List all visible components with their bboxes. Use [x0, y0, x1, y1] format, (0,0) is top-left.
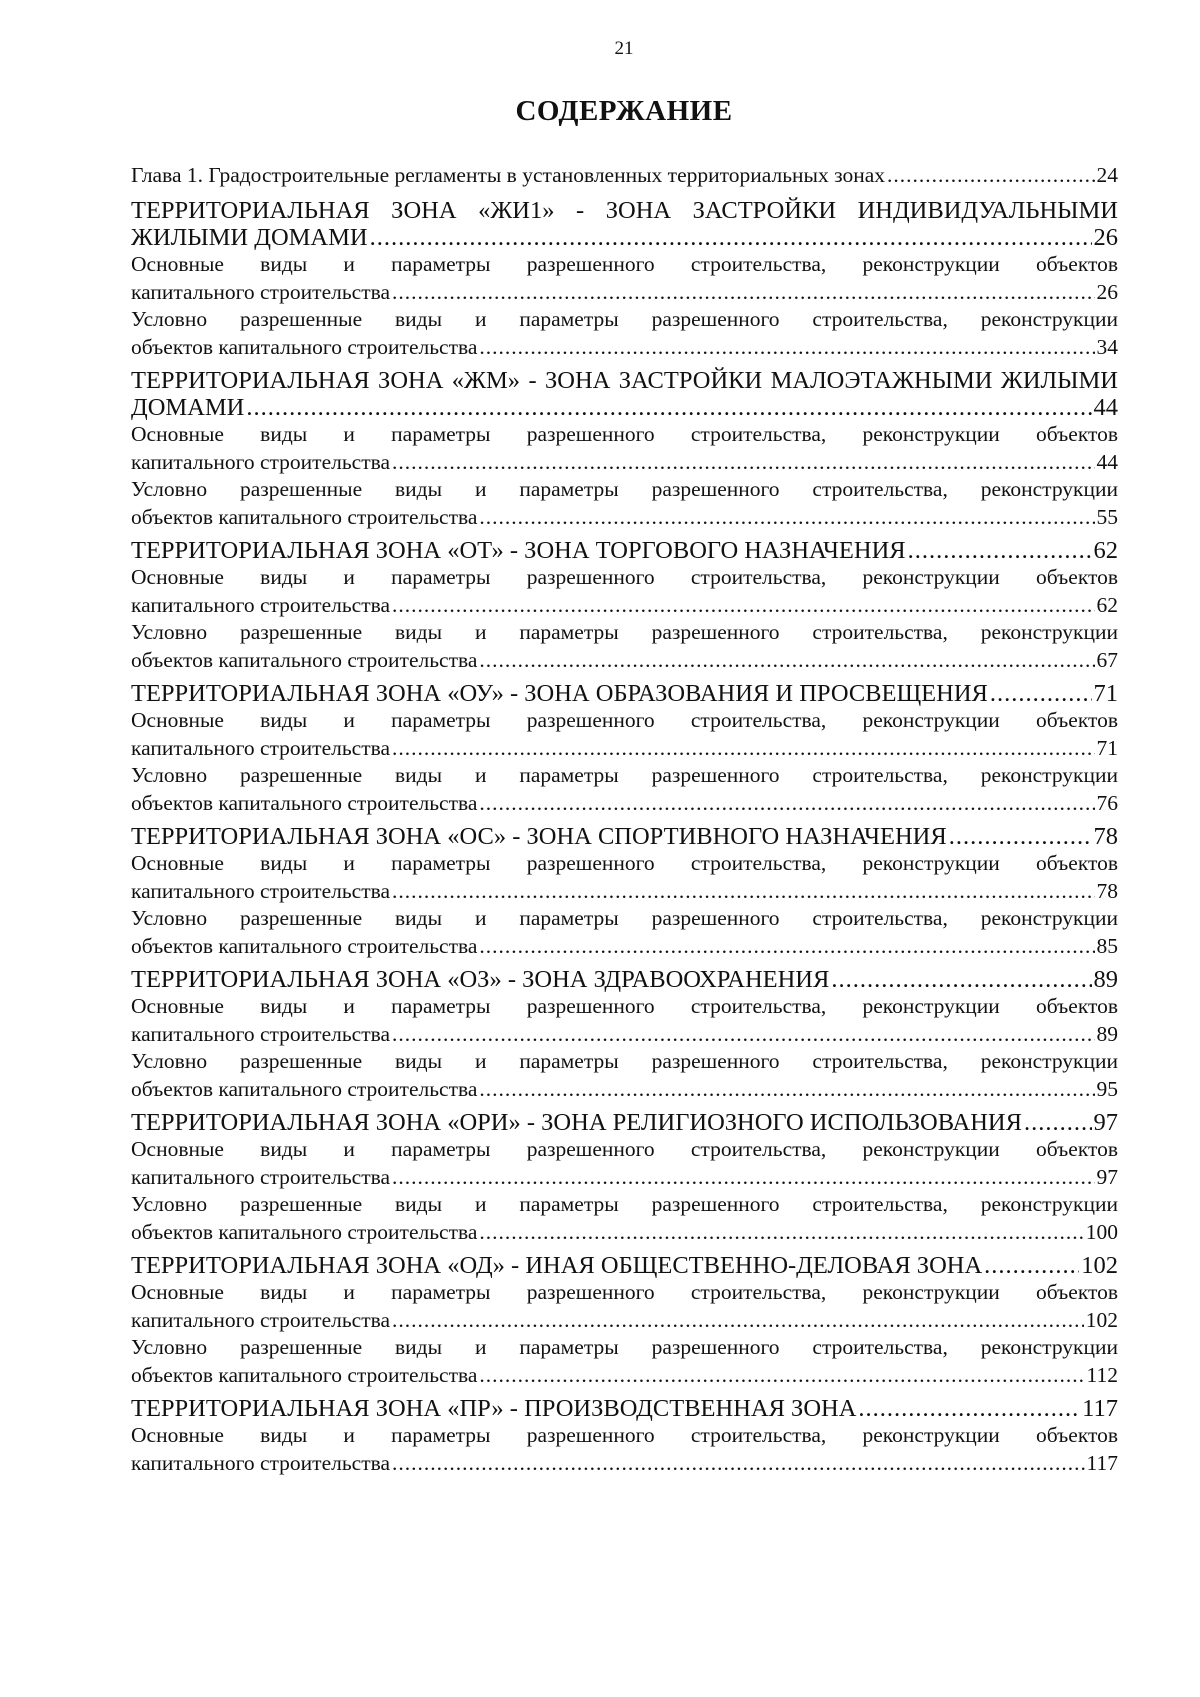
toc-zone-entry[interactable] — [131, 680, 1118, 707]
toc-entry-line: Условно разрешенные виды и параметры разрешенного строительства, реконструкции — [131, 763, 1118, 787]
toc-subsection-entry[interactable] — [131, 762, 1118, 817]
page-title: СОДЕРЖАНИЕ — [515, 95, 733, 127]
toc-zone-section — [131, 823, 1118, 960]
toc-entry-text: капитального строительства — [131, 1450, 391, 1475]
toc-entry-text: капитального строительства — [131, 735, 391, 760]
toc-entry-line: Условно разрешенные виды и параметры разрешенного строительства, реконструкции — [131, 477, 1118, 501]
toc-zone-entry[interactable] — [131, 197, 1118, 251]
dot-leader — [479, 933, 1094, 961]
toc-page-number: 67 — [1096, 647, 1118, 672]
toc-zone-entry[interactable] — [131, 537, 1118, 564]
toc-zone-entry[interactable] — [131, 367, 1118, 421]
toc-entry-text: капитального строительства — [131, 449, 391, 474]
toc-entry-text: объектов капитального строительства — [131, 504, 478, 529]
dot-leader — [984, 1252, 1079, 1279]
toc-zone-entry[interactable] — [131, 966, 1118, 993]
toc-subsection-entry[interactable] — [131, 306, 1118, 361]
dot-leader — [392, 735, 1094, 763]
page-number: 21 — [614, 38, 634, 59]
toc-page-number: 102 — [1081, 1252, 1118, 1279]
toc-entry-text: капитального строительства — [131, 878, 391, 903]
toc-page-number: 85 — [1096, 933, 1118, 958]
dot-leader — [949, 823, 1092, 850]
toc-subsection-entry[interactable] — [131, 993, 1118, 1048]
dot-leader — [887, 161, 1095, 189]
toc-entry-text: капитального строительства — [131, 1164, 391, 1189]
toc-page-number: 34 — [1096, 334, 1118, 359]
dot-leader — [479, 1076, 1094, 1104]
toc-entry-text: объектов капитального строительства — [131, 1076, 478, 1101]
toc-subsection-entry[interactable] — [131, 850, 1118, 905]
toc-page-number: 62 — [1093, 537, 1118, 564]
toc-entry-text: капитального строительства — [131, 1307, 391, 1332]
toc-subsection-entry[interactable] — [131, 1422, 1118, 1477]
toc-entry-line: Условно разрешенные виды и параметры разрешенного строительства, реконструкции — [131, 1192, 1118, 1216]
dot-leader — [479, 334, 1094, 362]
toc-entry-text: объектов капитального строительства — [131, 790, 478, 815]
toc-subsection-entry[interactable] — [131, 476, 1118, 531]
dot-leader — [479, 647, 1094, 675]
toc-page-number: 24 — [1096, 163, 1118, 187]
dot-leader — [908, 537, 1092, 564]
toc-entry-text: ТЕРРИТОРИАЛЬНАЯ ЗОНА «ОРИ» - ЗОНА РЕЛИГИОЗНОГО ИСПОЛЬЗОВАНИЯ — [131, 1109, 1022, 1136]
toc-entry-text: ТЕРРИТОРИАЛЬНАЯ ЗОНА «ПР» - ПРОИЗВОДСТВЕННАЯ ЗОНА — [131, 1395, 857, 1422]
toc-page-number: 55 — [1096, 504, 1118, 529]
toc-entry-text: объектов капитального строительства — [131, 933, 478, 958]
toc-page-number: 78 — [1093, 823, 1118, 850]
dot-leader — [246, 394, 1091, 421]
toc-entry-line: Условно разрешенные виды и параметры разрешенного строительства, реконструкции — [131, 906, 1118, 930]
dot-leader — [392, 279, 1094, 307]
toc-zone-entry[interactable] — [131, 1395, 1118, 1422]
toc-entry-line: Основные виды и параметры разрешенного строительства, реконструкции объектов — [131, 1280, 1118, 1304]
toc-subsection-entry[interactable] — [131, 905, 1118, 960]
toc-zone-section — [131, 1252, 1118, 1389]
toc-entry-text: объектов капитального строительства — [131, 647, 478, 672]
toc-zone-section — [131, 367, 1118, 531]
toc-zone-section — [131, 680, 1118, 817]
toc-subsection-entry[interactable] — [131, 1048, 1118, 1103]
dot-leader — [392, 1021, 1094, 1049]
toc-page-number: 71 — [1093, 680, 1118, 707]
toc-entry-line: Основные виды и параметры разрешенного строительства, реконструкции объектов — [131, 422, 1118, 446]
toc-zone-section — [131, 537, 1118, 674]
toc-entry-line: Основные виды и параметры разрешенного строительства, реконструкции объектов — [131, 851, 1118, 875]
toc-page-number: 97 — [1093, 1109, 1118, 1136]
toc-zone-entry[interactable] — [131, 1252, 1118, 1279]
toc-page-number: 76 — [1096, 790, 1118, 815]
toc-subsection-entry[interactable] — [131, 1136, 1118, 1191]
table-of-contents — [131, 161, 1118, 1483]
dot-leader — [479, 790, 1094, 818]
toc-entry-line: Условно разрешенные виды и параметры разрешенного строительства, реконструкции — [131, 620, 1118, 644]
toc-zone-section — [131, 1395, 1118, 1477]
toc-page-number: 71 — [1096, 735, 1118, 760]
toc-subsection-entry[interactable] — [131, 251, 1118, 306]
toc-page-number: 95 — [1096, 1076, 1118, 1101]
toc-subsection-entry[interactable] — [131, 564, 1118, 619]
toc-zone-section — [131, 966, 1118, 1103]
toc-zone-section — [131, 197, 1118, 361]
toc-subsection-entry[interactable] — [131, 1191, 1118, 1246]
dot-leader — [831, 966, 1091, 993]
toc-page-number: 117 — [1082, 1395, 1118, 1422]
toc-entry-line: Основные виды и параметры разрешенного строительства, реконструкции объектов — [131, 252, 1118, 276]
dot-leader — [479, 1219, 1083, 1247]
toc-chapter-entry[interactable] — [131, 161, 1118, 189]
dot-leader — [479, 504, 1094, 532]
toc-entry-line: Основные виды и параметры разрешенного строительства, реконструкции объектов — [131, 565, 1118, 589]
toc-entry-text: Глава 1. Градостроительные регламенты в установленных территориальных зонах — [131, 163, 885, 187]
dot-leader — [392, 1307, 1084, 1335]
toc-page-number: 26 — [1096, 279, 1118, 304]
toc-subsection-entry[interactable] — [131, 1279, 1118, 1334]
toc-entry-line: ТЕРРИТОРИАЛЬНАЯ ЗОНА «ЖИ1» - ЗОНА ЗАСТРОЙКИ ИНДИВИДУАЛЬНЫМИ — [131, 197, 1118, 224]
toc-page-number: 89 — [1093, 966, 1118, 993]
toc-entry-text: ТЕРРИТОРИАЛЬНАЯ ЗОНА «ОС» - ЗОНА СПОРТИВНОГО НАЗНАЧЕНИЯ — [131, 823, 947, 850]
toc-page-number: 89 — [1096, 1021, 1118, 1046]
toc-entry-text: объектов капитального строительства — [131, 334, 478, 359]
toc-page-number: 62 — [1096, 592, 1118, 617]
toc-entry-line: Основные виды и параметры разрешенного строительства, реконструкции объектов — [131, 1137, 1118, 1161]
toc-subsection-entry[interactable] — [131, 619, 1118, 674]
toc-page-number: 78 — [1096, 878, 1118, 903]
toc-entry-line: Условно разрешенные виды и параметры разрешенного строительства, реконструкции — [131, 1335, 1118, 1359]
toc-page-number: 44 — [1093, 394, 1118, 421]
toc-entry-text: капитального строительства — [131, 279, 391, 304]
dot-leader — [1024, 1109, 1092, 1136]
toc-subsection-entry[interactable] — [131, 421, 1118, 476]
dot-leader — [392, 1450, 1085, 1478]
toc-entry-text: ЖИЛЫМИ ДОМАМИ — [131, 224, 368, 251]
toc-zone-section — [131, 1109, 1118, 1246]
toc-page-number: 44 — [1096, 449, 1118, 474]
toc-entry-line: Основные виды и параметры разрешенного строительства, реконструкции объектов — [131, 994, 1118, 1018]
toc-subsection-entry[interactable] — [131, 1334, 1118, 1389]
toc-entry-text: капитального строительства — [131, 592, 391, 617]
toc-page-number: 102 — [1085, 1307, 1118, 1332]
toc-page-number: 112 — [1086, 1362, 1118, 1387]
toc-entry-text: объектов капитального строительства — [131, 1362, 478, 1387]
toc-entry-line: Основные виды и параметры разрешенного строительства, реконструкции объектов — [131, 1423, 1118, 1447]
toc-entry-line: Условно разрешенные виды и параметры разрешенного строительства, реконструкции — [131, 307, 1118, 331]
dot-leader — [858, 1395, 1080, 1422]
toc-entry-line: Условно разрешенные виды и параметры разрешенного строительства, реконструкции — [131, 1049, 1118, 1073]
dot-leader — [392, 1164, 1094, 1192]
toc-entry-line: Основные виды и параметры разрешенного строительства, реконструкции объектов — [131, 708, 1118, 732]
dot-leader — [479, 1362, 1084, 1390]
dot-leader — [392, 449, 1094, 477]
toc-entry-line: ТЕРРИТОРИАЛЬНАЯ ЗОНА «ЖМ» - ЗОНА ЗАСТРОЙКИ МАЛОЭТАЖНЫМИ ЖИЛЫМИ — [131, 367, 1118, 394]
toc-page-number: 100 — [1085, 1219, 1118, 1244]
toc-entry-text: ТЕРРИТОРИАЛЬНАЯ ЗОНА «ОЗ» - ЗОНА ЗДРАВООХРАНЕНИЯ — [131, 966, 830, 993]
toc-entry-text: ТЕРРИТОРИАЛЬНАЯ ЗОНА «ОУ» - ЗОНА ОБРАЗОВАНИЯ И ПРОСВЕЩЕНИЯ — [131, 680, 988, 707]
toc-entry-text: ТЕРРИТОРИАЛЬНАЯ ЗОНА «ОД» - ИНАЯ ОБЩЕСТВЕННО-ДЕЛОВАЯ ЗОНА — [131, 1252, 983, 1279]
toc-page-number: 26 — [1093, 224, 1118, 251]
toc-page-number: 97 — [1096, 1164, 1118, 1189]
toc-entry-text: капитального строительства — [131, 1021, 391, 1046]
toc-entry-text: ТЕРРИТОРИАЛЬНАЯ ЗОНА «ОТ» - ЗОНА ТОРГОВОГО НАЗНАЧЕНИЯ — [131, 537, 906, 564]
toc-entry-text: ДОМАМИ — [131, 394, 245, 421]
toc-page-number: 117 — [1086, 1450, 1118, 1475]
toc-zone-entry[interactable] — [131, 1109, 1118, 1136]
dot-leader — [370, 224, 1092, 251]
dot-leader — [990, 680, 1092, 707]
toc-subsection-entry[interactable] — [131, 707, 1118, 762]
dot-leader — [392, 592, 1094, 620]
dot-leader — [392, 878, 1094, 906]
toc-entry-text: объектов капитального строительства — [131, 1219, 478, 1244]
toc-zone-entry[interactable] — [131, 823, 1118, 850]
